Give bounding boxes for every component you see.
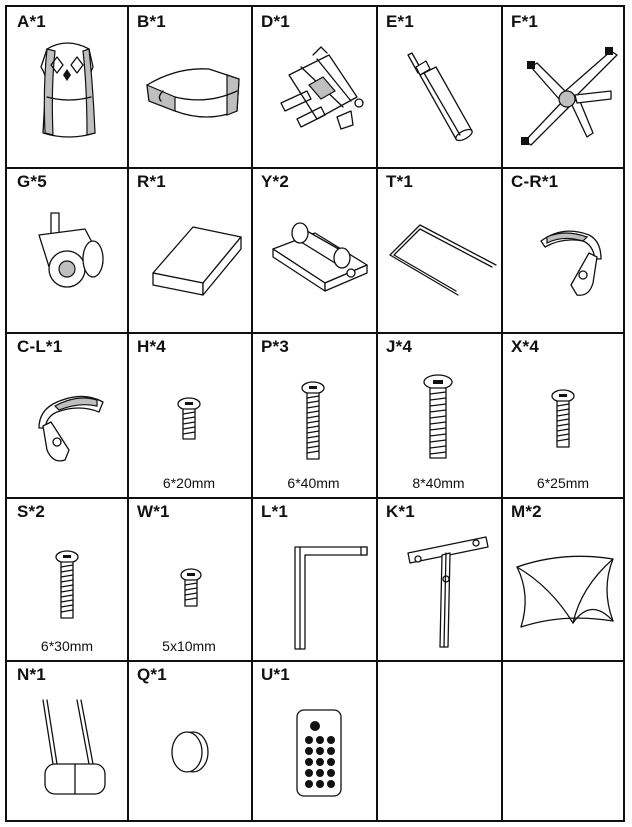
bolt-medium-long-icon xyxy=(7,497,127,660)
chair-backrest-icon xyxy=(7,7,127,167)
part-label: L*1 xyxy=(261,502,289,521)
part-cell-r xyxy=(127,167,251,332)
empty-cell xyxy=(376,660,501,824)
part-label: Q*1 xyxy=(137,665,167,684)
left-armrest-icon xyxy=(7,332,127,497)
part-size: 8*40mm xyxy=(412,475,465,491)
gas-cylinder-icon xyxy=(376,7,501,167)
part-cell-n xyxy=(7,660,127,824)
part-label: Y*2 xyxy=(261,172,290,191)
part-label: D*1 xyxy=(261,12,290,31)
part-cell-x xyxy=(501,332,625,497)
part-label: F*1 xyxy=(511,12,539,31)
part-cell-e xyxy=(376,7,501,167)
part-label: R*1 xyxy=(137,172,166,191)
part-label: T*1 xyxy=(386,172,414,191)
part-cell-u xyxy=(251,660,376,824)
part-label: A*1 xyxy=(17,12,46,31)
remote-control-icon xyxy=(251,660,376,824)
part-label: K*1 xyxy=(386,502,415,521)
bolt-medium-icon xyxy=(501,332,625,497)
part-label: M*2 xyxy=(511,502,542,521)
part-cell-s xyxy=(7,497,127,660)
bolt-small-icon xyxy=(127,497,251,660)
part-label: X*4 xyxy=(511,337,540,356)
part-label: C-R*1 xyxy=(511,172,559,191)
cap-icon xyxy=(127,660,251,824)
part-cell-w xyxy=(127,497,251,660)
part-cell-g xyxy=(7,167,127,332)
part-cell-b xyxy=(127,7,251,167)
part-cell-c-r xyxy=(501,167,625,332)
part-size: 6*20mm xyxy=(162,475,216,491)
bolt-thick-long-icon xyxy=(376,332,501,497)
caster-wheel-icon xyxy=(7,167,127,332)
seat-mechanism-icon xyxy=(251,7,376,167)
part-label: J*4 xyxy=(386,337,413,356)
part-label: S*2 xyxy=(17,502,46,521)
part-size: 6*40mm xyxy=(287,475,340,491)
part-label: U*1 xyxy=(261,665,290,684)
part-cell-k xyxy=(376,497,501,660)
bolt-short-icon xyxy=(127,332,251,497)
part-cell-j xyxy=(376,332,501,497)
part-cell-p xyxy=(251,332,376,497)
part-label: B*1 xyxy=(137,12,166,31)
seat-cushion-icon xyxy=(127,7,251,167)
star-base-icon xyxy=(501,7,625,167)
lumbar-pillow-icon xyxy=(501,497,625,660)
empty-cell xyxy=(501,660,625,824)
part-cell-c-l xyxy=(7,332,127,497)
hinge-bracket-icon xyxy=(251,167,376,332)
part-label: E*1 xyxy=(386,12,415,31)
wire-rod-icon xyxy=(376,167,501,332)
footrest-bracket-icon xyxy=(376,497,501,660)
part-label: C-L*1 xyxy=(17,337,63,356)
bolt-long-icon xyxy=(251,332,376,497)
part-label: P*3 xyxy=(261,337,290,356)
footrest-icon xyxy=(7,660,127,824)
part-cell-h xyxy=(127,332,251,497)
allen-key-icon xyxy=(251,497,376,660)
part-cell-y xyxy=(251,167,376,332)
part-label: H*4 xyxy=(137,337,166,356)
part-label: G*5 xyxy=(17,172,47,191)
parts-list-sheet xyxy=(5,5,625,822)
foam-pad-icon xyxy=(127,167,251,332)
part-label: N*1 xyxy=(17,665,46,684)
part-cell-l xyxy=(251,497,376,660)
part-cell-f xyxy=(501,7,625,167)
part-cell-q xyxy=(127,660,251,824)
part-cell-m xyxy=(501,497,625,660)
part-size: 6*30mm xyxy=(40,638,94,654)
part-size: 6*25mm xyxy=(536,475,590,491)
part-label: W*1 xyxy=(137,502,170,521)
part-cell-t xyxy=(376,167,501,332)
part-cell-a xyxy=(7,7,127,167)
right-armrest-icon xyxy=(501,167,625,332)
part-size: 5x10mm xyxy=(162,638,216,654)
part-cell-d xyxy=(251,7,376,167)
